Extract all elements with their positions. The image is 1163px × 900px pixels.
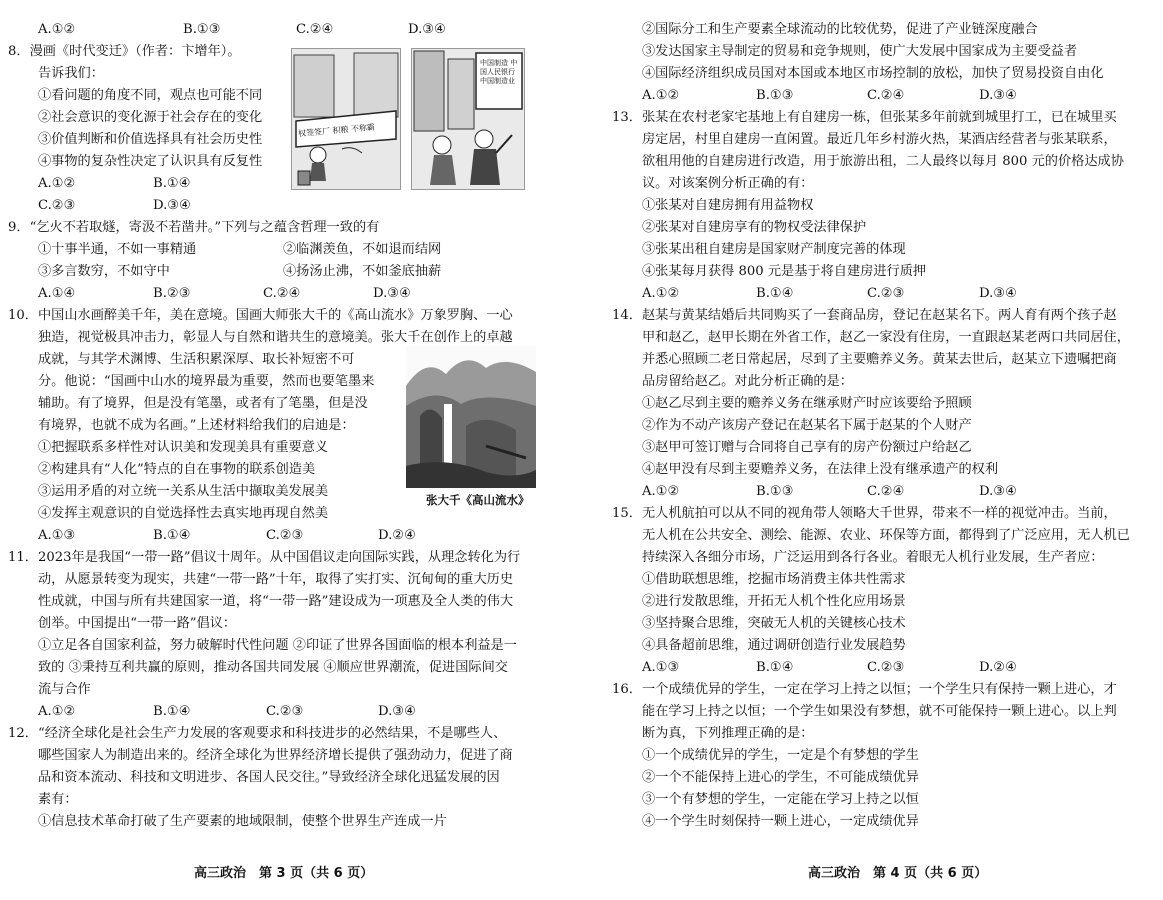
q7-option-a: A.①② [38, 22, 76, 37]
q9-option-b: B.②③ [153, 286, 191, 301]
q9-stem: 9．“乞火不若取燧，寄汲不若凿井。”下列与之蕴含哲理一致的有 [8, 220, 380, 235]
q12-item-4: ④国际经济组织成员国对本国或本地区市场控制的放松，加快了贸易投资自由化 [642, 66, 1104, 81]
q8-item-3: ③价值判断和价值选择具有社会历史性 [38, 132, 263, 147]
q11-line-1: 11．2023年是我国“一带一路”倡议十周年。从中国倡议走向国际实践，从理念转化为行 [8, 550, 521, 565]
q11-option-a: A.①② [38, 704, 76, 719]
q16-item-2: ②一个不能保持上进心的学生，不可能成绩优异 [642, 770, 919, 785]
q10-line-1: 10．中国山水画醉美千年，美在意境。国画大师张大千的《高山流水》万象罗胸、一心 [8, 308, 513, 323]
q9-item-3: ③多言数穷，不如守中 [38, 264, 170, 279]
q8-item-4: ④事物的复杂性决定了认识具有反复性 [38, 154, 263, 169]
q14-item-2: ②作为不动产该房产登记在赵某名下属于赵某的个人财产 [642, 418, 972, 433]
q9-option-d: D.③④ [373, 286, 411, 301]
q13-option-a: A.①② [642, 286, 680, 301]
q14-line-4: 品房留给赵乙。对此分析正确的是： [642, 374, 853, 389]
q15-line-1: 15．无人机航拍可以从不同的视角带人领略大千世界，带来不一样的视觉冲击。当前， [612, 506, 1117, 521]
q13-item-4: ④张某每月获得 800 元是基于将自建房进行质押 [642, 264, 927, 279]
q10-line-3: 成就，与其学术渊博、生活积累深厚、取长补短密不可 [38, 352, 355, 367]
q12-option-a: A.①② [642, 88, 680, 103]
q10-item-1: ①把握联系多样性对认识美和发现美具有重要意义 [38, 440, 329, 455]
cartoon-drawing-1 [292, 49, 400, 189]
q16-line-2: 能在学习上持之以恒；一个学生如果没有梦想，就不可能保持一颗上进心。以上判 [642, 704, 1117, 719]
q16-item-4: ④一个学生时刻保持一颗上进心，一定成绩优异 [642, 814, 919, 829]
q12-option-c: C.②④ [867, 88, 905, 103]
exam-page-4 [594, 0, 1154, 900]
q16-item-3: ③一个有梦想的学生，一定能在学习上持之以恒 [642, 792, 919, 807]
q10-item-3: ③运用矛盾的对立统一关系从生活中撷取美发展美 [38, 484, 329, 499]
q10-line-5: 辅助。有了境界，但是没有笔墨，或者有了笔墨，但是没 [38, 396, 368, 411]
q10-line-6: 有境界，也就不成为名画。”上述材料给我们的启迪是： [38, 418, 355, 433]
q16-line-1: 16．一个成绩优异的学生，一定在学习上持之以恒；一个学生只有保持一颗上进心，才 [612, 682, 1117, 697]
q13-item-1: ①张某对自建房拥有用益物权 [642, 198, 814, 213]
q8-item-2: ②社会意识的变化源于社会存在的变化 [38, 110, 263, 125]
q9-option-c: C.②④ [263, 286, 301, 301]
q10-option-c: C.②③ [266, 528, 304, 543]
q8-stem: 8．漫画《时代变迁》（作者：卞增年）。 [8, 44, 241, 59]
q8-option-b: B.①④ [153, 176, 191, 191]
q12-line-4: 素有： [38, 792, 78, 807]
q15-line-2: 无人机在公共安全、测绘、能源、农业、环保等方面，都得到了广泛应用，无人机已 [642, 528, 1130, 543]
cartoon-panel-2 [411, 48, 525, 190]
q11-line-6: 致的 ③秉持互利共赢的原则，推动各国共同发展 ④顺应世界潮流，促进国际间交 [38, 660, 508, 675]
painting-caption: 张大千《高山流水》 [426, 493, 530, 507]
landscape-drawing [406, 346, 536, 488]
q13-line-2: 房定居，村里自建房一直闲置。最近几年乡村游火热，某酒店经营者与张某联系， [642, 132, 1117, 147]
q12-line-1: 12．“经济全球化是社会生产力发展的客观要求和科技进步的必然结果，不是哪些人、 [8, 726, 507, 741]
q10-item-2: ②构建具有“人化”特点的自在事物的联系创造美 [38, 462, 316, 477]
q12-option-d: D.③④ [979, 88, 1017, 103]
q12-option-b: B.①③ [756, 88, 794, 103]
q11-line-7: 流与合作 [38, 682, 91, 697]
q14-option-b: B.①③ [756, 484, 794, 499]
q12-line-3: 品和资本流动、科技和文明进步、各国人民交往。”导致经济全球化迅猛发展的因 [38, 770, 500, 785]
q14-option-d: D.③④ [979, 484, 1017, 499]
q10-option-b: B.①④ [153, 528, 191, 543]
page-footer: 高三政治 第 3 页（共 6 页） [194, 866, 374, 881]
q13-line-3: 欲租用他的自建房进行改造，用于旅游出租，二人最终以每月 800 元的价格达成协 [642, 154, 1124, 169]
q10-line-2: 独造，视觉极具冲击力，彰显人与自然和谐共生的意境美。张大千在创作上的卓越 [38, 330, 513, 345]
q10-item-4: ④发挥主观意识的自觉选择性去真实地再现自然美 [38, 506, 329, 521]
q14-item-4: ④赵甲没有尽到主要赡养义务，在法律上没有继承遗产的权利 [642, 462, 999, 477]
q14-line-1: 14．赵某与黄某结婚后共同购买了一套商品房，登记在赵某名下。两人育有两个孩子赵 [612, 308, 1117, 323]
q15-item-4: ④具备超前思维，通过调研创造行业发展趋势 [642, 638, 906, 653]
q15-line-3: 持续深入各细分市场，广泛运用到各行各业。着眼无人机行业发展，生产者应： [642, 550, 1104, 565]
q9-option-a: A.①④ [38, 286, 76, 301]
cartoon-sign-1: 权签签厂 积粮 不称霸 [297, 122, 376, 139]
q8-option-a: A.①② [38, 176, 76, 191]
q9-item-4: ④扬汤止沸，不如釜底抽薪 [283, 264, 442, 279]
q13-item-3: ③张某出租自建房是国家财产制度完善的体现 [642, 242, 906, 257]
q13-option-d: D.③④ [979, 286, 1017, 301]
q13-line-1: 13．张某在农村老家宅基地上有自建房一栋，但张某多年前就到城里打工，已在城里买 [612, 110, 1117, 125]
q11-line-2: 动，从愿景转变为现实，共建“一带一路”十年，取得了实打实、沉甸甸的重大历史 [38, 572, 514, 587]
q11-option-d: D.③④ [378, 704, 416, 719]
q14-item-3: ③赵甲可签订赠与合同将自己享有的房产份额过户给赵乙 [642, 440, 972, 455]
q13-line-4: 议。对该案例分析正确的有： [642, 176, 814, 191]
q11-option-c: C.②③ [266, 704, 304, 719]
q8-option-c: C.②③ [38, 198, 76, 213]
q9-item-2: ②临渊羡鱼，不如退而结网 [283, 242, 442, 257]
q8-option-d: D.③④ [153, 198, 191, 213]
q10-option-d: D.②④ [378, 528, 416, 543]
q15-item-1: ①借助联想思维，挖掘市场消费主体共性需求 [642, 572, 906, 587]
q11-line-3: 性成就，中国与所有共建国家一道，将“一带一路”建设成为一项惠及全人类的伟大 [38, 594, 514, 609]
painting-image [406, 346, 536, 488]
q13-item-2: ②张某对自建房享有的物权受法律保护 [642, 220, 867, 235]
q14-option-c: C.②④ [867, 484, 905, 499]
q8-item-1: ①看问题的角度不同，观点也可能不同 [38, 88, 263, 103]
q15-item-2: ②进行发散思维，开拓无人机个性化应用场景 [642, 594, 906, 609]
q7-option-b: B.①③ [183, 22, 221, 37]
q14-line-3: 并悉心照顾二老日常起居，尽到了主要赡养义务。黄某去世后，赵某立下遗嘱把商 [642, 352, 1117, 367]
q14-line-2: 甲和赵乙，赵甲长期在外省工作，赵乙一家没有住房，一直跟赵某老两口共同居住， [642, 330, 1130, 345]
q13-option-b: B.①④ [756, 286, 794, 301]
q15-option-b: B.①④ [756, 660, 794, 675]
q7-option-c: C.②④ [296, 22, 334, 37]
q11-line-4: 创举。中国提出“一带一路”倡议： [38, 616, 237, 631]
q14-option-a: A.①② [642, 484, 680, 499]
q11-line-5: ①立足各自国家利益，努力破解时代性问题 ②印证了世界各国面临的根本利益是一 [38, 638, 517, 653]
q15-option-d: D.②④ [979, 660, 1017, 675]
q10-option-a: A.①③ [38, 528, 76, 543]
q15-item-3: ③坚持聚合思维，突破无人机的关键核心技术 [642, 616, 906, 631]
q9-item-1: ①十事半通，不如一事精通 [38, 242, 197, 257]
q14-item-1: ①赵乙尽到主要的赡养义务在继承财产时应该要给予照顾 [642, 396, 972, 411]
q12-item-3: ③发达国家主导制定的贸易和竞争规则，使广大发展中国家成为主要受益者 [642, 44, 1078, 59]
q8-stem-2: 告诉我们： [38, 66, 104, 81]
q15-option-c: C.②③ [867, 660, 905, 675]
q7-option-d: D.③④ [408, 22, 446, 37]
cartoon-panel-1 [291, 48, 401, 190]
q10-line-4: 分。他说：“国画中山水的境界最为重要，然而也要笔墨来 [38, 374, 375, 389]
q12-item-1: ①信息技术革命打破了生产要素的地域限制，使整个世界生产连成一片 [38, 814, 447, 829]
q16-line-3: 断为真，下列推理正确的是： [642, 726, 814, 741]
q12-line-2: 哪些国家人为制造出来的。经济全球化为世界经济增长提供了强劲动力，促进了商 [38, 748, 513, 763]
exam-page-3 [8, 0, 568, 900]
cartoon-sign-2: 中国制造 中国人民银行 中国制造业 [480, 59, 518, 85]
q12-item-2: ②国际分工和生产要素全球流动的比较优势，促进了产业链深度融合 [642, 22, 1038, 37]
q15-option-a: A.①③ [642, 660, 680, 675]
q16-item-1: ①一个成绩优异的学生，一定是个有梦想的学生 [642, 748, 919, 763]
page-footer: 高三政治 第 4 页（共 6 页） [808, 866, 988, 881]
q13-option-c: C.②③ [867, 286, 905, 301]
q11-option-b: B.①④ [153, 704, 191, 719]
